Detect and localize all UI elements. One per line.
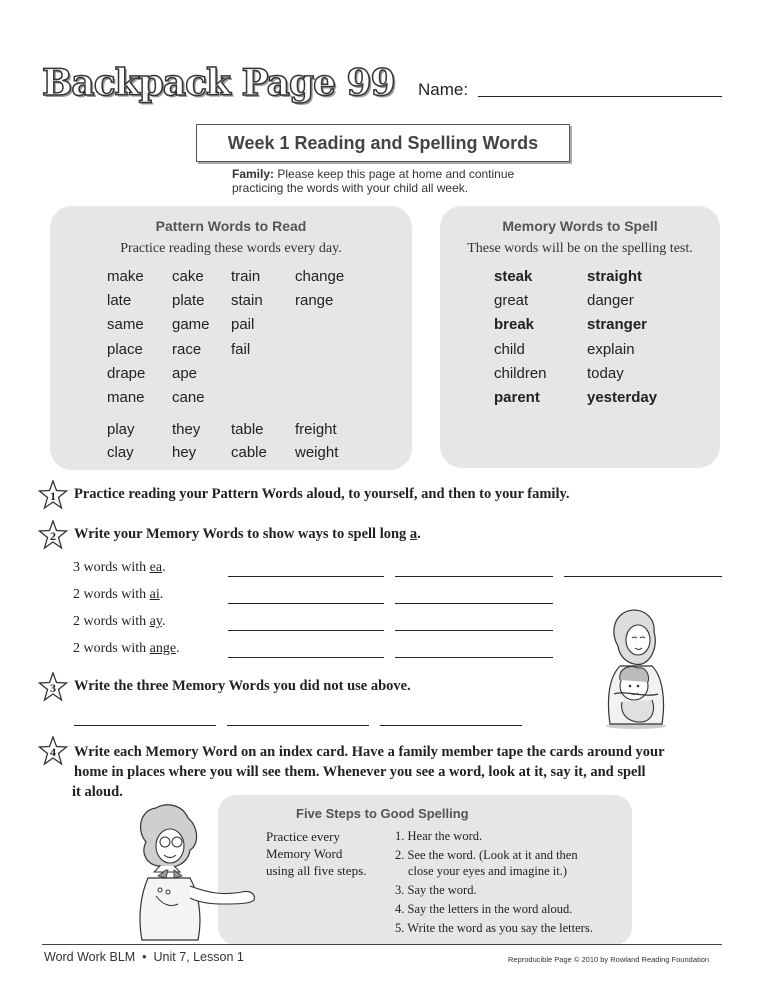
q3-answer-line-1[interactable] — [74, 725, 216, 726]
memory-word: break — [494, 316, 535, 333]
q2-answer-line[interactable] — [395, 630, 553, 631]
q2-answer-line[interactable] — [564, 576, 722, 577]
memory-word: steak — [494, 268, 533, 285]
pattern-word: drape — [107, 365, 146, 382]
pattern-word: cake — [172, 268, 204, 285]
pattern-words-heading: Pattern Words to Read — [155, 218, 307, 234]
pattern-word: cane — [172, 389, 205, 406]
q2-answer-line[interactable] — [395, 657, 553, 658]
question-1-badge — [38, 480, 68, 515]
footer-left: Word Work BLM • Unit 7, Lesson 1 — [44, 950, 244, 964]
memory-word: today — [587, 365, 624, 382]
page-title: Backpack Page 99 — [42, 62, 395, 104]
question-2-text: Write your Memory Words to show ways to spell long a. — [74, 526, 421, 542]
memory-word: danger — [587, 292, 634, 309]
pattern-word: mane — [107, 389, 145, 406]
pattern-word: race — [172, 341, 202, 358]
family-note — [232, 167, 552, 195]
family-note-line1: Please keep this page at home and continue — [277, 167, 515, 181]
q2-answer-line[interactable] — [395, 603, 553, 604]
pattern-word: change — [295, 268, 345, 285]
pattern-word: make — [107, 268, 144, 285]
q3-answer-line-3[interactable] — [380, 725, 522, 726]
question-2-badge — [38, 520, 68, 555]
svg-text:3: 3 — [50, 681, 56, 695]
pattern-word: same — [107, 316, 144, 333]
pattern-word: hey — [172, 444, 197, 461]
memory-word: children — [494, 365, 547, 382]
memory-word: great — [494, 292, 529, 309]
pattern-word: play — [107, 421, 135, 438]
question-4-badge — [38, 736, 68, 771]
pattern-word: plate — [172, 292, 205, 309]
memory-word: explain — [587, 341, 635, 358]
step-3: 3. Say the word. — [395, 883, 477, 897]
memory-word: yesterday — [587, 389, 658, 406]
memory-words-heading: Memory Words to Spell — [502, 218, 658, 234]
week-title-box — [196, 124, 570, 162]
teacher-illustration — [126, 800, 276, 944]
q2-answer-line[interactable] — [228, 630, 384, 631]
pattern-word: stain — [231, 292, 263, 309]
family-note-line2: practicing the words with your child all week. — [232, 181, 469, 195]
q2-answer-line[interactable] — [228, 603, 384, 604]
memory-word: stranger — [587, 316, 648, 333]
q2-answer-line[interactable] — [228, 657, 384, 658]
pattern-word: ape — [172, 365, 198, 382]
footer-right: Reproducible Page © 2010 by Rowland Reading Foundation — [508, 955, 710, 964]
memory-word: straight — [587, 268, 643, 285]
step-1: 1. Hear the word. — [395, 829, 483, 843]
pattern-words-instruction: Practice reading these words every day. — [120, 241, 342, 256]
pattern-word: freight — [295, 421, 337, 438]
question-1-text: Practice reading your Pattern Words aloud, to yourself, and then to your family. — [74, 486, 570, 502]
name-label: Name: — [418, 80, 469, 99]
step-4: 4. Say the letters in the word aloud. — [395, 902, 573, 916]
memory-word: parent — [494, 389, 540, 406]
q2-row-label: 2 words with ange. — [73, 641, 180, 656]
pattern-word: table — [231, 421, 264, 438]
pattern-word: cable — [231, 444, 267, 461]
step-2: 2. See the word. (Look at it and then close your eyes and imagine it.) — [395, 848, 578, 878]
star-icon — [38, 520, 68, 550]
pattern-word: train — [231, 268, 261, 285]
pattern-word: weight — [295, 444, 339, 461]
pattern-word: fail — [231, 341, 251, 358]
pattern-word: place — [107, 341, 143, 358]
family-label: Family: — [232, 167, 275, 181]
pattern-word: clay — [107, 444, 134, 461]
five-steps-intro: Practice every Memory Word using all five steps. — [266, 829, 367, 878]
q2-row-label: 2 words with ay. — [73, 614, 166, 629]
five-steps-list — [395, 828, 627, 939]
q2-answer-line[interactable] — [395, 576, 553, 577]
svg-text:2: 2 — [50, 529, 56, 543]
star-icon — [38, 736, 68, 766]
question-3-text: Write the three Memory Words you did not use above. — [74, 678, 411, 694]
step-5: 5. Write the word as you say the letters. — [395, 921, 593, 935]
svg-text:4: 4 — [50, 745, 56, 759]
question-4-text: Write each Memory Word on an index card. Have a family member tape the cards around your home in places where you will see them. Whenever you see a word, look at it, say it, and spell it aloud. — [72, 744, 665, 800]
five-steps-title: Five Steps to Good Spelling — [296, 806, 469, 821]
pattern-word: they — [172, 421, 201, 438]
star-icon — [38, 480, 68, 510]
svg-text:1: 1 — [50, 489, 56, 503]
name-field[interactable] — [478, 96, 722, 97]
mother-child-illustration — [596, 606, 676, 730]
pattern-word: late — [107, 292, 132, 309]
question-3-badge — [38, 672, 68, 707]
footer-divider — [42, 944, 722, 945]
pattern-word: range — [295, 292, 334, 309]
memory-word: child — [494, 341, 525, 358]
q2-row-label: 2 words with ai. — [73, 587, 164, 602]
week-title: Week 1 Reading and Spelling Words — [227, 132, 539, 153]
q3-answer-line-2[interactable] — [227, 725, 369, 726]
star-icon — [38, 672, 68, 702]
memory-words-instruction: These words will be on the spelling test. — [467, 241, 693, 256]
q2-answer-line[interactable] — [228, 576, 384, 577]
q2-row-label: 3 words with ea. — [73, 560, 166, 575]
pattern-word: pail — [231, 316, 255, 333]
pattern-word: game — [172, 316, 210, 333]
